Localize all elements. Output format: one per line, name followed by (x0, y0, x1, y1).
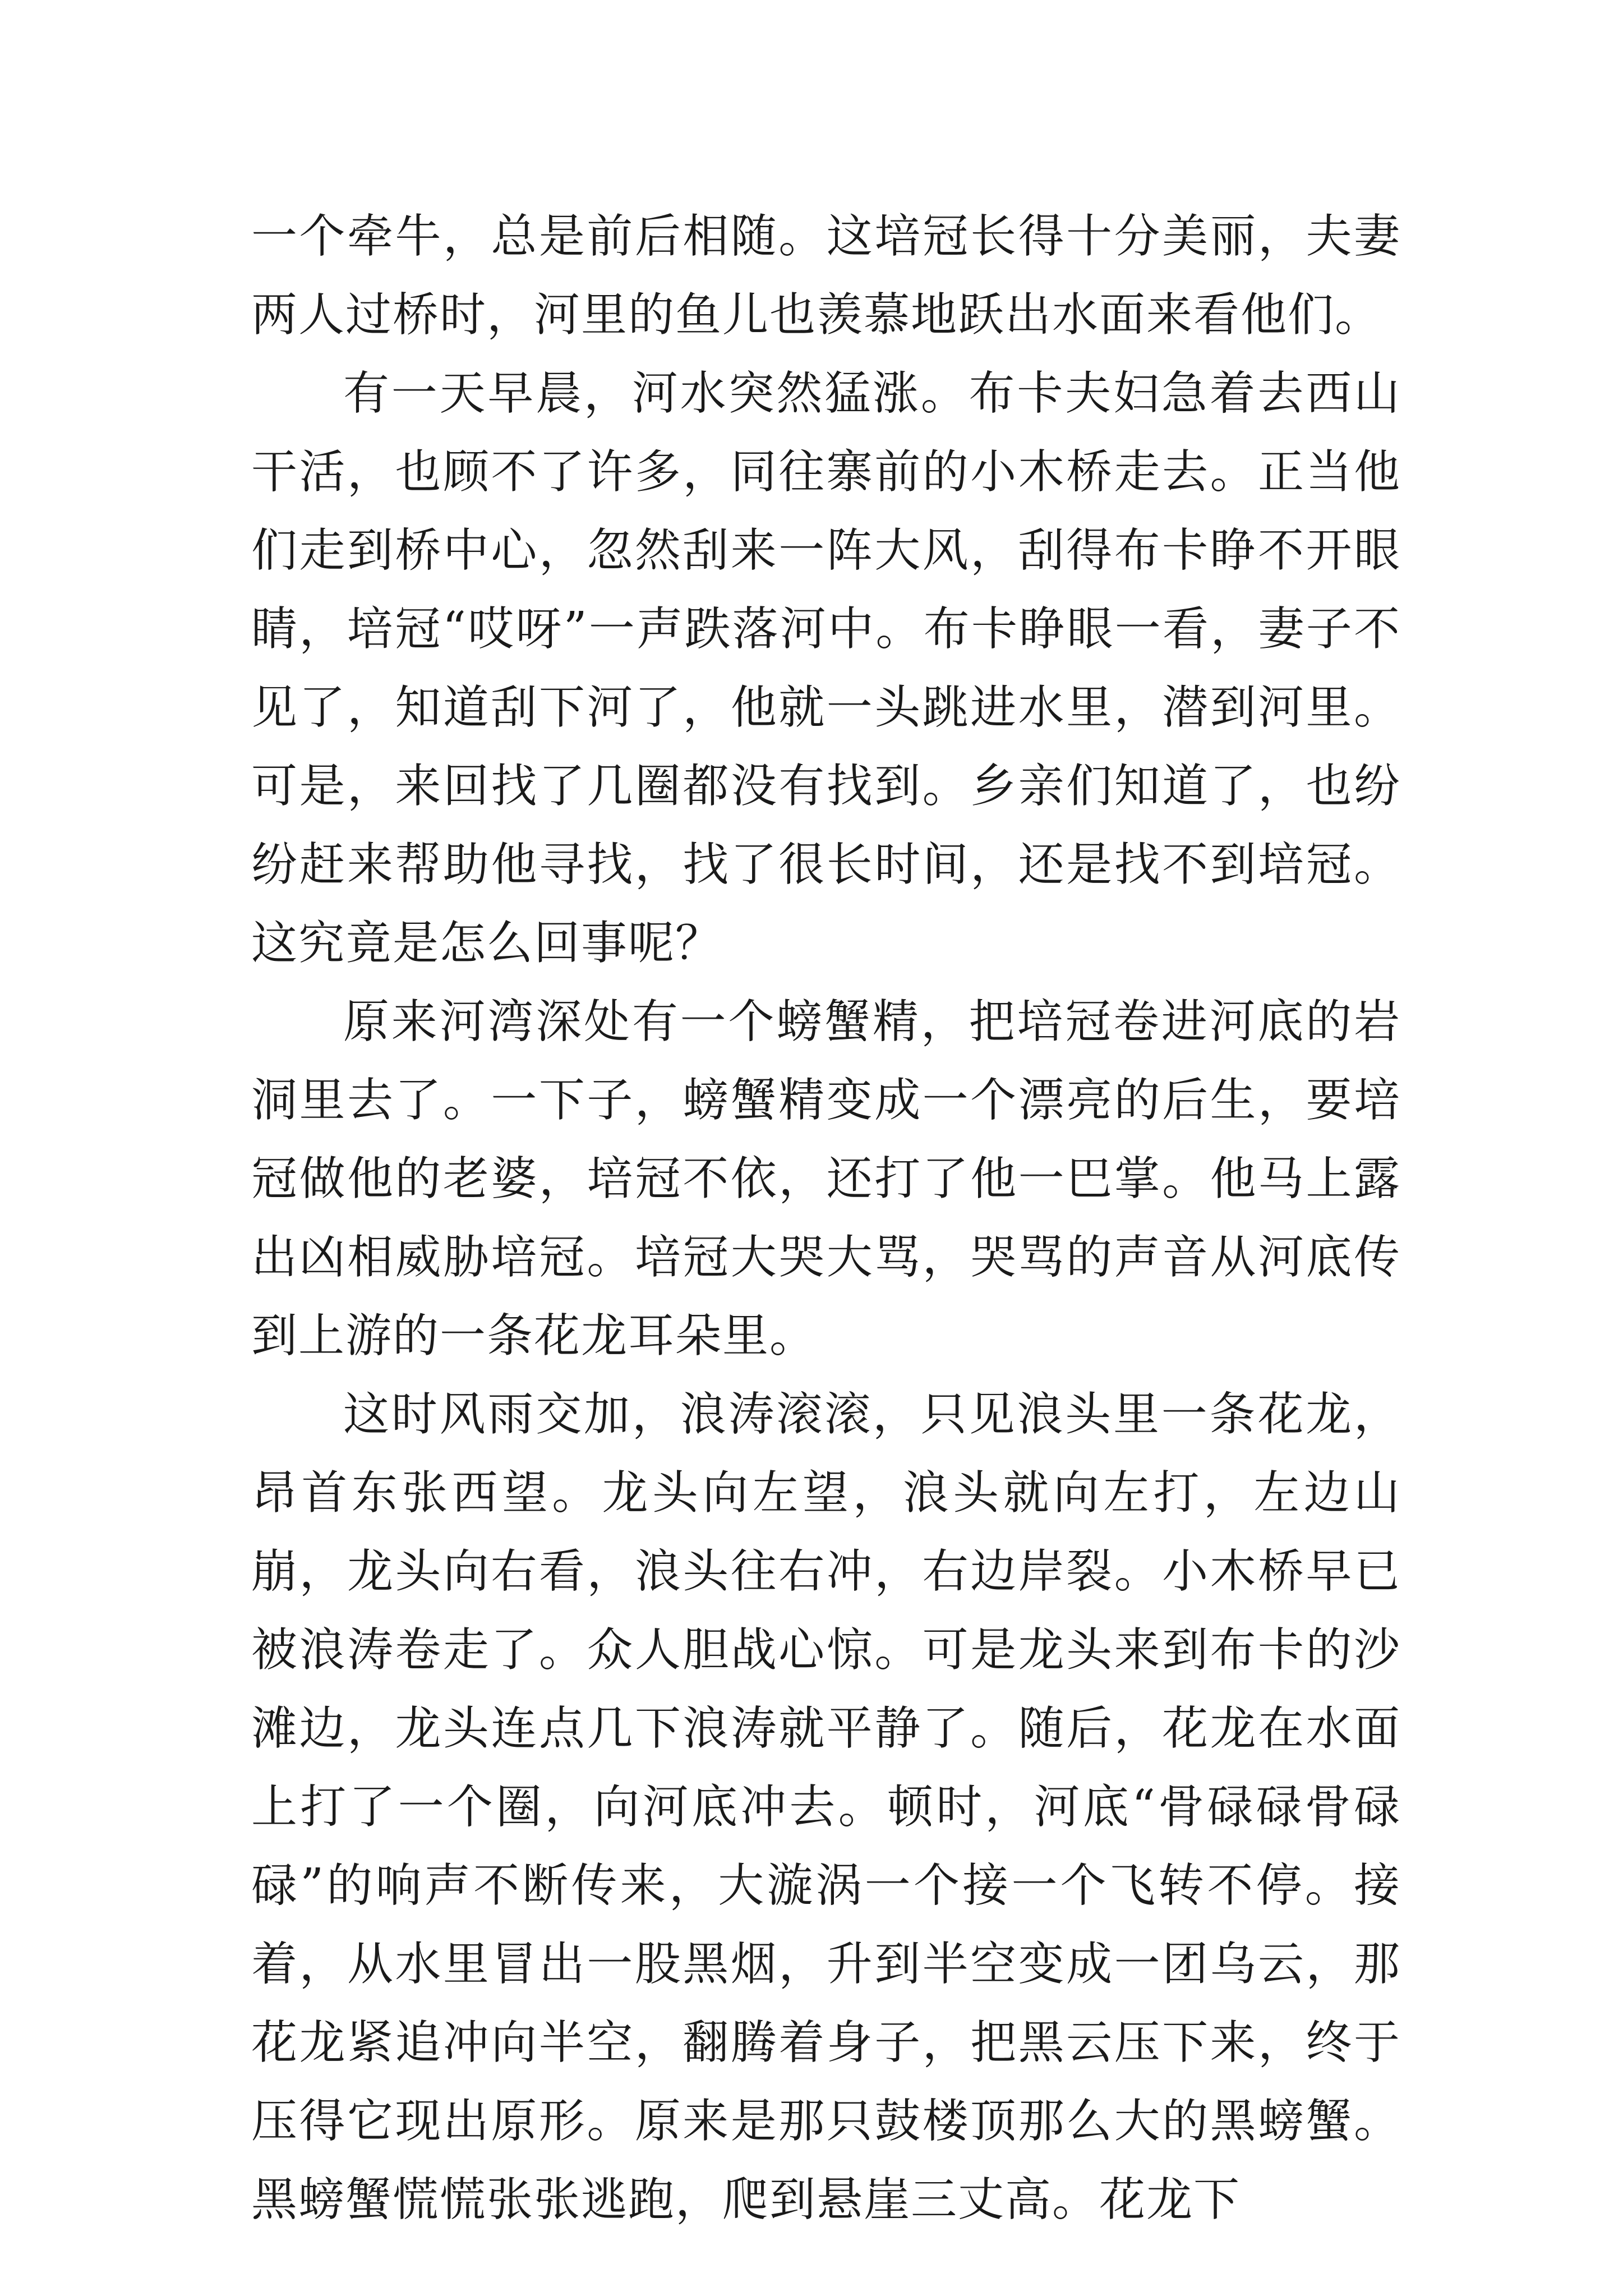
body-text (251, 197, 1401, 2239)
paragraph-4: 这时风雨交加，浪涛滚滚，只见浪头里一条花龙，昂首东张西望。龙头向左望，浪头就向左打，左边山崩，龙头向右看，浪头往右冲，右边岸裂。小木桥早已被浪涛卷走了。众人胆战心惊。可是龙头来到布卡的沙滩边，龙头连点几下浪涛就平静了。随后，花龙在水面上打了一个圈，向河底冲去。顿时，河底“骨碌碌骨碌碌”的响声不断传来，大漩涡一个接一个飞转不停。接着，从水里冒出一股黑烟，升到半空变成一团乌云，那花龙紧追冲向半空，翻腾着身子，把黑云压下来，终于压得它现出原形。原来是那只鼓楼顶那么大的黑螃蟹。黑螃蟹慌慌张张逃跑，爬到悬崖三丈高。花龙下 (251, 1388, 1401, 2226)
paragraph-3: 原来河湾深处有一个螃蟹精，把培冠卷进河底的岩洞里去了。一下子，螃蟹精变成一个漂亮的后生，要培冠做他的老婆，培冠不依，还打了他一巴掌。他马上露出凶相威胁培冠。培冠大哭大骂，哭骂的声音从河底传到上游的一条花龙耳朵里。 (251, 995, 1401, 1363)
paragraph-2: 有一天早晨，河水突然猛涨。布卡夫妇急着去西山干活，也顾不了许多，同往寨前的小木桥走去。正当他们走到桥中心，忽然刮来一阵大风，刮得布卡睁不开眼睛，培冠“哎呀”一声跌落河中。布卡睁眼一看，妻子不见了，知道刮下河了，他就一头跳进水里，潜到河里。可是，来回找了几圈都没有找到。乡亲们知道了，也纷纷赶来帮助他寻找，找了很长时间，还是找不到培冠。这究竟是怎么回事呢？ (251, 367, 1401, 970)
paragraph-1: 一个牵牛，总是前后相随。这培冠长得十分美丽，夫妻两人过桥时，河里的鱼儿也羡慕地跃出水面来看他们。 (251, 210, 1401, 342)
